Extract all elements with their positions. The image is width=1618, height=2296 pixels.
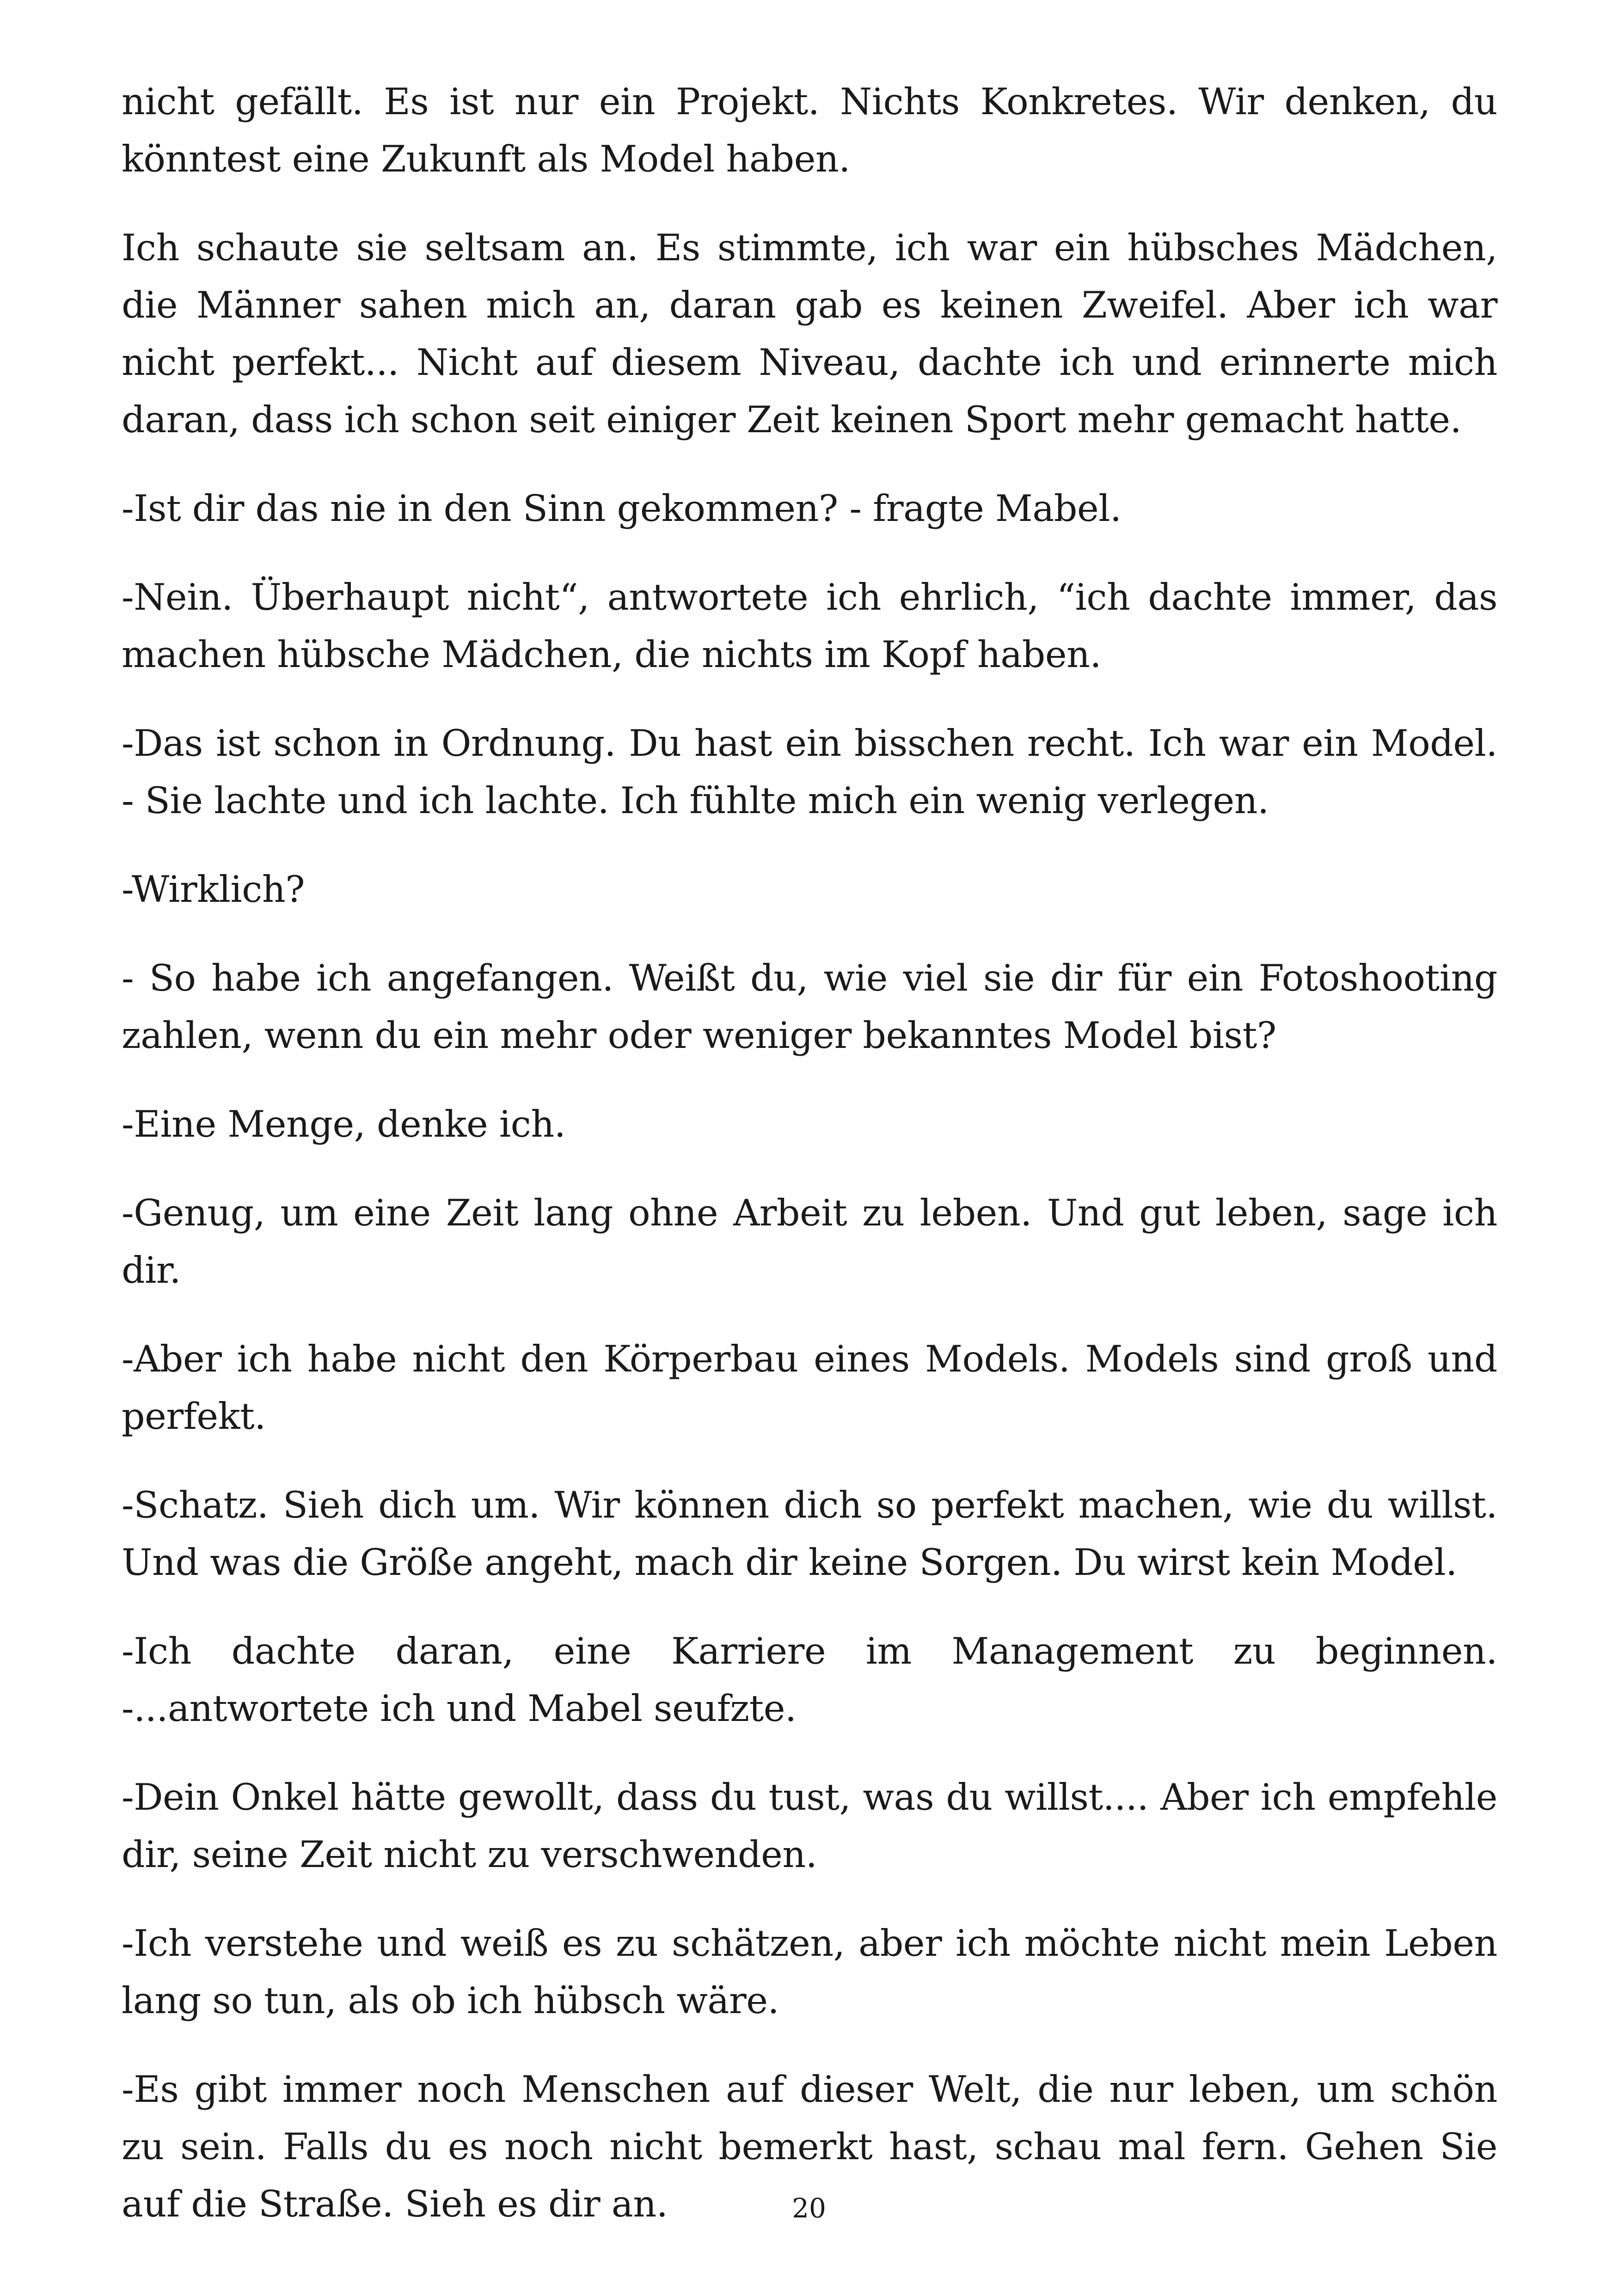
paragraph: -Ich verstehe und weiß es zu schätzen, aber ich möchte nicht mein Leben lang so tun, als ob ich hübsch wäre. bbox=[122, 1922, 1497, 2022]
paragraph: -Ist dir das nie in den Sinn gekommen? - fragte Mabel. bbox=[122, 487, 1122, 530]
paragraph: Ich schaute sie seltsam an. Es stimmte, ich war ein hübsches Mädchen, die Männer sahen mich an, daran gab es keinen Zweifel. Aber ich war nicht perfekt... Nicht auf diesem Niveau, dachte ich und erinnerte mich daran, dass ich schon seit einiger Zeit keinen Sport mehr gemacht hatte. bbox=[122, 227, 1497, 441]
paragraph: -Aber ich habe nicht den Körperbau eines Models. Models sind groß und perfekt. bbox=[122, 1338, 1497, 1438]
body-text bbox=[122, 73, 1497, 2264]
paragraph: -Schatz. Sieh dich um. Wir können dich so perfekt machen, wie du willst. Und was die Größe angeht, mach dir keine Sorgen. Du wirst kein Model. bbox=[122, 1484, 1497, 1584]
paragraph: -Dein Onkel hätte gewollt, dass du tust, was du willst.... Aber ich empfehle dir, seine Zeit nicht zu verschwenden. bbox=[122, 1776, 1497, 1876]
paragraph: nicht gefällt. Es ist nur ein Projekt. Nichts Konkretes. Wir denken, du könntest eine Zukunft als Model haben. bbox=[122, 80, 1497, 180]
paragraph: -Das ist schon in Ordnung. Du hast ein bisschen recht. Ich war ein Model. - Sie lachte und ich lachte. Ich fühlte mich ein wenig verlegen. bbox=[122, 722, 1497, 822]
paragraph: -Es gibt immer noch Menschen auf dieser Welt, die nur leben, um schön zu sein. Falls du es noch nicht bemerkt hast, schau mal fern. Gehen Sie auf die Straße. Sieh es dir an. bbox=[122, 2068, 1497, 2225]
paragraph: -Ich dachte daran, eine Karriere im Management zu beginnen. -...antwortete ich und Mabel seufzte. bbox=[122, 1630, 1497, 1730]
paragraph: - So habe ich angefangen. Weißt du, wie viel sie dir für ein Fotoshooting zahlen, wenn du ein mehr oder weniger bekanntes Model bist? bbox=[122, 957, 1497, 1057]
paragraph: -Eine Menge, denke ich. bbox=[122, 1103, 566, 1145]
paragraph: -Nein. Überhaupt nicht“, antwortete ich ehrlich, “ich dachte immer, das machen hübsche Mädchen, die nichts im Kopf haben. bbox=[122, 576, 1497, 676]
paragraph: -Genug, um eine Zeit lang ohne Arbeit zu leben. Und gut leben, sage ich dir. bbox=[122, 1192, 1497, 1292]
page-number: 20 bbox=[792, 2192, 826, 2224]
paragraph: -Wirklich? bbox=[122, 868, 305, 911]
